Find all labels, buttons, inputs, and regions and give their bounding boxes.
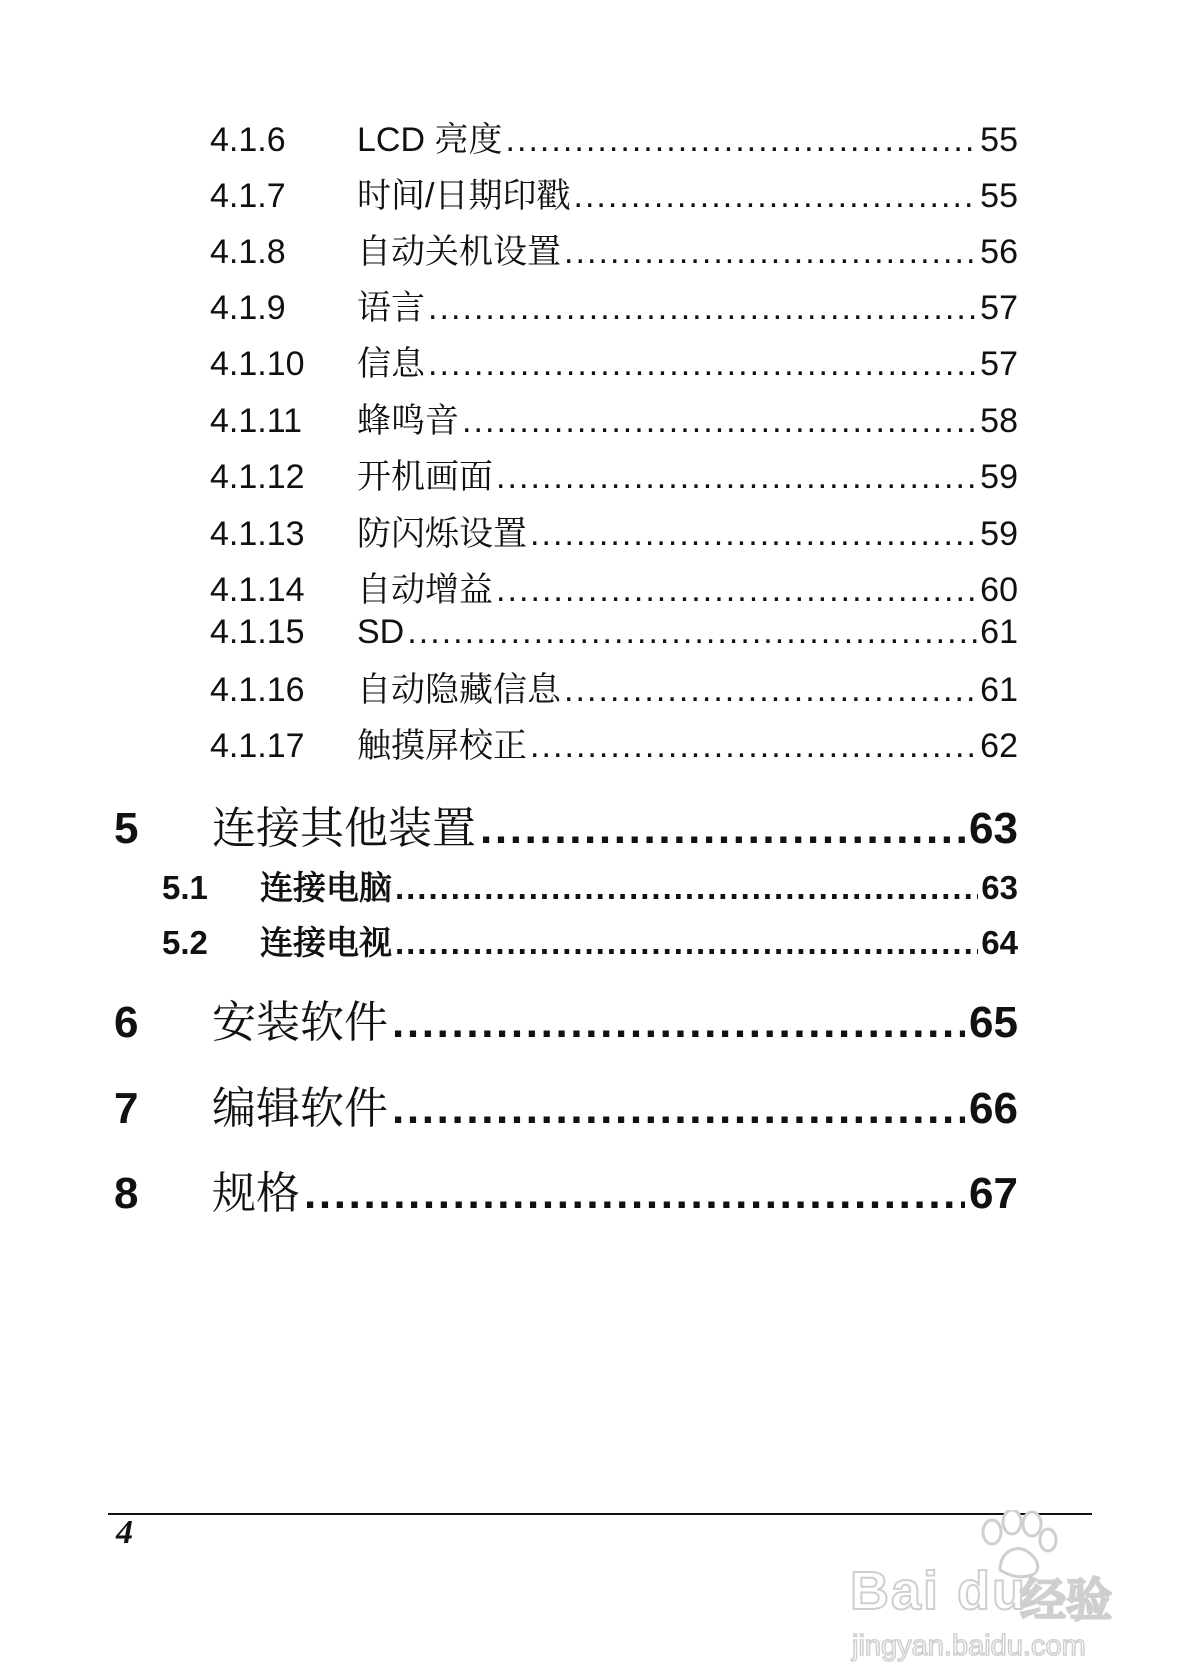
chapter-page: 67 — [969, 1169, 1018, 1218]
section-page: 63 — [981, 869, 1018, 906]
watermark-brand: Bai du — [850, 1561, 1028, 1621]
baidu-watermark — [850, 1510, 1130, 1660]
watermark-url: jingyan.baidu.com — [852, 1630, 1086, 1662]
entry-title: 信息 — [357, 345, 425, 383]
chapter-title: 规格 — [212, 1169, 300, 1218]
dot-leader — [395, 869, 978, 907]
entry-title: 语言 — [357, 289, 425, 327]
entry-number: 4.1.17 — [210, 727, 305, 765]
entry-page: 57 — [980, 345, 1018, 383]
toc-section-5-1[interactable] — [162, 862, 1018, 909]
toc-entry-4-1-7[interactable] — [210, 168, 1018, 217]
dot-leader — [480, 804, 965, 854]
entry-page: 59 — [980, 458, 1018, 496]
entry-page: 58 — [980, 402, 1018, 440]
entry-page: 55 — [980, 121, 1018, 159]
entry-page: 61 — [980, 613, 1018, 651]
toc-chapter-5[interactable] — [114, 792, 1018, 856]
entry-title: 开机画面 — [357, 458, 493, 496]
entry-number: 4.1.10 — [210, 345, 305, 383]
entry-number: 4.1.9 — [210, 289, 286, 327]
entry-number: 4.1.11 — [210, 402, 303, 440]
toc-chapter-6[interactable] — [114, 986, 1018, 1050]
toc-chapter-8[interactable] — [114, 1157, 1018, 1221]
entry-number: 4.1.7 — [210, 177, 286, 215]
toc-entry-4-1-8[interactable] — [210, 224, 1018, 273]
entry-number: 4.1.13 — [210, 515, 305, 553]
chapter-number: 5 — [114, 804, 139, 853]
entry-title: 自动隐藏信息 — [357, 671, 561, 709]
toc-entry-4-1-16[interactable] — [210, 662, 1018, 711]
toc-entry-4-1-15[interactable] — [210, 613, 1018, 652]
toc-entry-4-1-12[interactable] — [210, 449, 1018, 498]
watermark-brand-cn: 经验 — [1020, 1574, 1112, 1626]
dot-leader — [530, 727, 977, 766]
chapter-page: 63 — [969, 804, 1018, 853]
entry-page: 60 — [980, 571, 1018, 609]
dot-leader — [573, 177, 977, 216]
entry-number: 4.1.14 — [210, 571, 305, 609]
dot-leader — [564, 233, 977, 272]
entry-title: 自动关机设置 — [357, 233, 561, 271]
chapter-page: 65 — [969, 998, 1018, 1047]
entry-page: 59 — [980, 515, 1018, 553]
dot-leader — [407, 613, 977, 652]
chapter-title: 编辑软件 — [212, 1084, 388, 1133]
entry-number: 4.1.8 — [210, 233, 286, 271]
chapter-page: 66 — [969, 1084, 1018, 1133]
section-number: 5.1 — [162, 869, 208, 906]
toc-entry-4-1-17[interactable] — [210, 718, 1018, 767]
chapter-title: 安装软件 — [212, 998, 388, 1047]
entry-title: 时间/日期印戳 — [357, 177, 571, 215]
dot-leader — [392, 1084, 965, 1134]
section-title: 连接电视 — [260, 924, 392, 961]
toc-entry-4-1-14[interactable] — [210, 562, 1018, 611]
footer-page-number: 4 — [116, 1514, 133, 1551]
dot-leader — [428, 345, 977, 384]
chapter-title: 连接其他装置 — [212, 804, 476, 853]
dot-leader — [496, 458, 977, 497]
section-title: 连接电脑 — [260, 869, 392, 906]
entry-page: 55 — [980, 177, 1018, 215]
toc-entry-4-1-10[interactable] — [210, 336, 1018, 385]
toc-chapter-7[interactable] — [114, 1072, 1018, 1136]
entry-number: 4.1.12 — [210, 458, 305, 496]
dot-leader — [392, 998, 965, 1048]
dot-leader — [428, 289, 977, 328]
dot-leader — [530, 515, 977, 554]
entry-page: 62 — [980, 727, 1018, 765]
entry-title: 蜂鸣音 — [357, 402, 459, 440]
entry-number: 4.1.16 — [210, 671, 305, 709]
toc-section-5-2[interactable] — [162, 917, 1018, 964]
dot-leader — [564, 671, 977, 710]
entry-page: 57 — [980, 289, 1018, 327]
toc-entry-4-1-13[interactable] — [210, 506, 1018, 555]
dot-leader — [304, 1169, 965, 1219]
entry-title: 防闪烁设置 — [357, 515, 527, 553]
entry-title: 自动增益 — [357, 571, 493, 609]
toc-entry-4-1-9[interactable] — [210, 280, 1018, 329]
toc-entry-4-1-6[interactable] — [210, 112, 1018, 161]
section-number: 5.2 — [162, 924, 208, 961]
chapter-number: 8 — [114, 1169, 139, 1218]
dot-leader — [462, 402, 977, 441]
entry-title: 触摸屏校正 — [357, 727, 527, 765]
entry-page: 56 — [980, 233, 1018, 271]
chapter-number: 7 — [114, 1084, 139, 1133]
toc-entry-4-1-11[interactable] — [210, 393, 1018, 442]
entry-title: SD — [357, 613, 405, 651]
chapter-number: 6 — [114, 998, 139, 1047]
entry-number: 4.1.6 — [210, 121, 286, 159]
entry-title: LCD 亮度 — [357, 121, 503, 159]
entry-page: 61 — [980, 671, 1018, 709]
dot-leader — [395, 924, 978, 962]
dot-leader — [496, 571, 977, 610]
entry-number: 4.1.15 — [210, 613, 305, 651]
section-page: 64 — [981, 924, 1018, 961]
dot-leader — [505, 121, 977, 160]
